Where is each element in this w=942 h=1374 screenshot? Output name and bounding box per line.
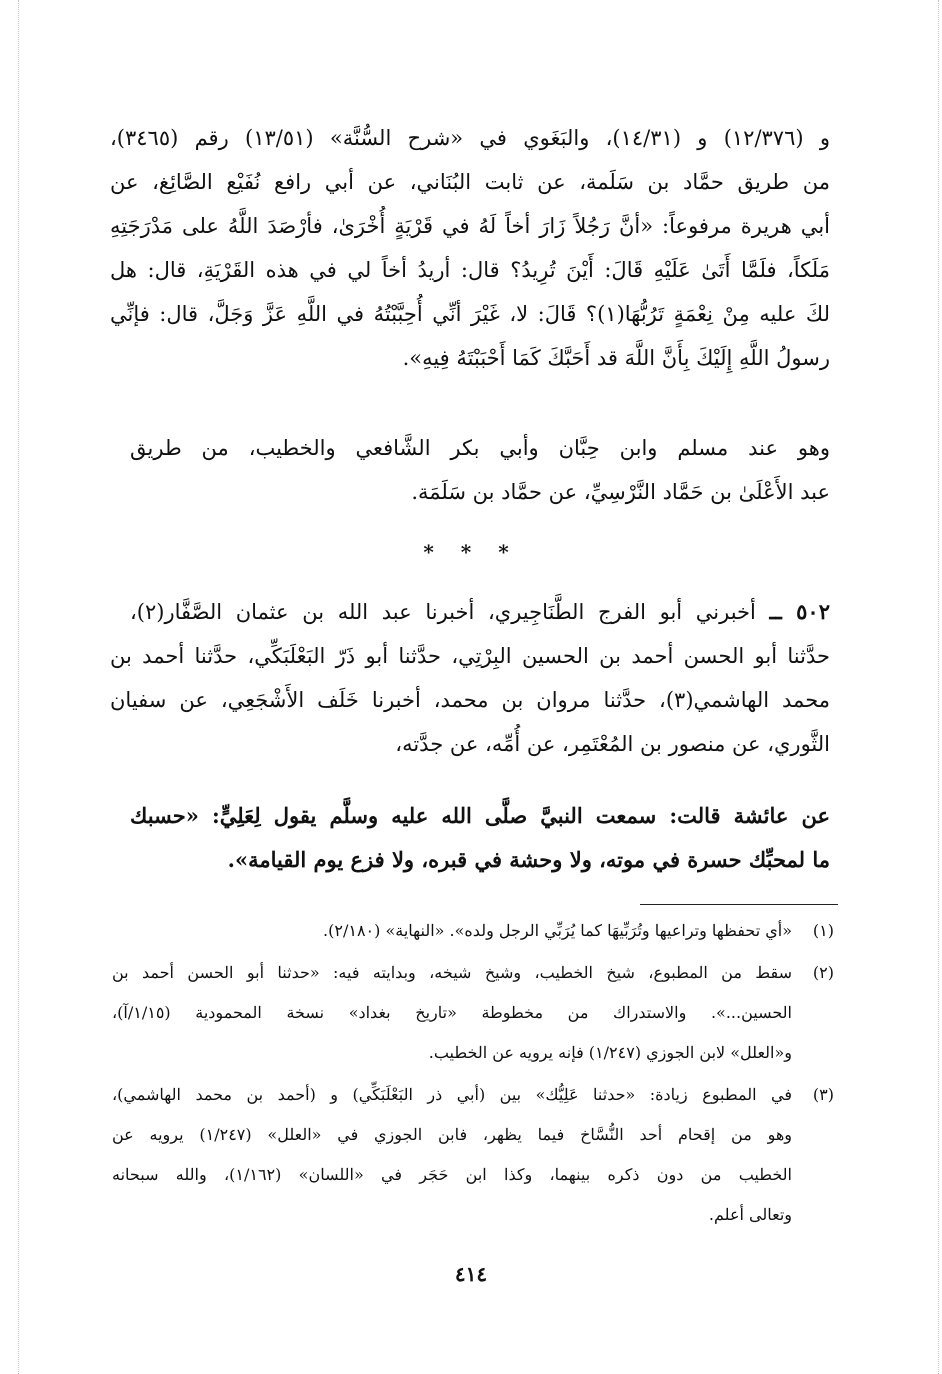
footnote-line: وتعالى أعلم.: [708, 1205, 792, 1224]
footnote-line: الخطيب من دون ذكره بينهما، وكذا ابن حَجَر في «اللسان» (١/١٦٢)، والله سبحانه: [112, 1165, 792, 1184]
footnote-number: (٢): [812, 963, 834, 982]
footnote-divider: [640, 904, 838, 905]
footnote-line: الحسين...». والاستدراك من مخطوطة «تاريخ بغداد» نسخة المحمودية (١/١٥/آ)،: [112, 1003, 792, 1022]
hadith-matn-line: ما لمحبِّك حسرة في موته، ولا وحشة في قبره، ولا فزع يوم القيامة».: [227, 847, 830, 872]
text-line: و (١٢/٣٧٦) و (١٤/٣١)، والبَغَوي في «شرح السُّنَّة» (١٣/٥١) رقم (٣٤٦٥)،: [110, 126, 830, 150]
hadith-matn-line: عن عائشة قالت: سمعت النبيَّ صلَّى الله عليه وسلَّم يقول لِعَلِيٍّ: «حسبك: [130, 803, 830, 828]
text-line: وهو عند مسلم وابن حِبَّان وأبي بكر الشَّافعي والخطيب، من طريق: [130, 436, 830, 460]
footnote-line: سقط من المطبوع، شيخ الخطيب، وشيخ شيخه، وبدايته فيه: «حدثنا أبو الحسن أحمد بن: [112, 963, 792, 982]
page-number: ٤١٤: [454, 1262, 488, 1286]
footnote-number: (٣): [812, 1085, 834, 1104]
hadith-isnad-line: حدَّثنا أبو الحسن أحمد بن الحسين البِرْتِي، حدَّثنا أبو ذَرّ البَعْلَبَكِّي، حدَّثنا أحمد بن: [110, 644, 830, 668]
section-separator: * * *: [423, 540, 519, 564]
footnote-line: في المطبوع زيادة: «حدثنا عَلِيُّك» بين (أبي ذر البَعْلَبَكِّي) و (أحمد بن محمد الهاشمي)،: [112, 1085, 792, 1104]
hadith-isnad-line: الثَّوري، عن منصور بن المُعْتَمِر، عن أُمِّه، عن جدَّته،: [395, 732, 830, 756]
text-line: رسولُ اللَّهِ إِلَيْكَ بِأَنَّ اللَّهَ قد أَحَبَّكَ كَمَا أَحْبَبْتَهُ فِيهِ».: [402, 346, 830, 370]
footnote-line: و«العلل» لابن الجوزي (١/٢٤٧) فإنه يرويه عن الخطيب.: [428, 1043, 792, 1062]
text-line: من طريق حمَّاد بن سَلَمة، عن ثابت البُنَاني، عن أبي رافع نُفَيْع الصَّائِغ، عن: [110, 170, 830, 194]
text-line: مَلَكاً، فلَمَّا أَتَىٰ عَلَيْهِ قَالَ: أَيْنَ تُرِيدُ؟ قال: أريدُ أخاً لي في هذه القَرْيَةِ، قال: هل: [110, 258, 830, 282]
hadith-isnad-line: أخبرني أبو الفرج الطَّنَاجِيري، أخبرنا عبد الله بن عثمان الصَّفَّار(٢)،: [130, 600, 756, 624]
footnote-number: (١): [812, 921, 834, 940]
text-line: أبي هريرة مرفوعاً: «أنَّ رَجُلاً زَارَ أخاً لَهُ في قَرْيَةٍ أُخْرَىٰ، فأرْصَدَ اللَّهُ على مَدْرَجَتِهِ: [110, 214, 830, 238]
footnote-line: وهو من إقحام أحد النُّسَّاخ فيما يظهر، فابن الجوزي في «العلل» (١/٢٤٧) يرويه عن: [112, 1125, 792, 1144]
text-line: عبد الأَعْلَىٰ بن حَمَّاد النَّرْسِيِّ، عن حمَّاد بن سَلَمَة.: [411, 480, 830, 504]
footnote-line: «أي تحفظها وتراعيها وتُرَبِّيهَا كما يُرَبِّي الرجل ولده». «النهاية» (٢/١٨٠).: [323, 921, 792, 940]
hadith-isnad-line: محمد الهاشمي(٣)، حدَّثنا مروان بن محمد، أخبرنا خَلَف الأَشْجَعِي، عن سفيان: [110, 688, 830, 712]
scan-margin-guide: [938, 0, 939, 1374]
hadith-first-line: [130, 592, 830, 632]
text-line: لكَ عليه مِنْ نِعْمَةٍ تَرُبُّهَا(١)؟ قَالَ: لا، غَيْرَ أنِّي أُحِبَّبْتُهُ في اللَّهِ عَزَّ وَجَلَّ، قال: فإنِّي: [110, 302, 830, 326]
hadith-number: ٥٠٢ ــ: [769, 599, 830, 624]
scan-margin-guide: [18, 0, 19, 1374]
